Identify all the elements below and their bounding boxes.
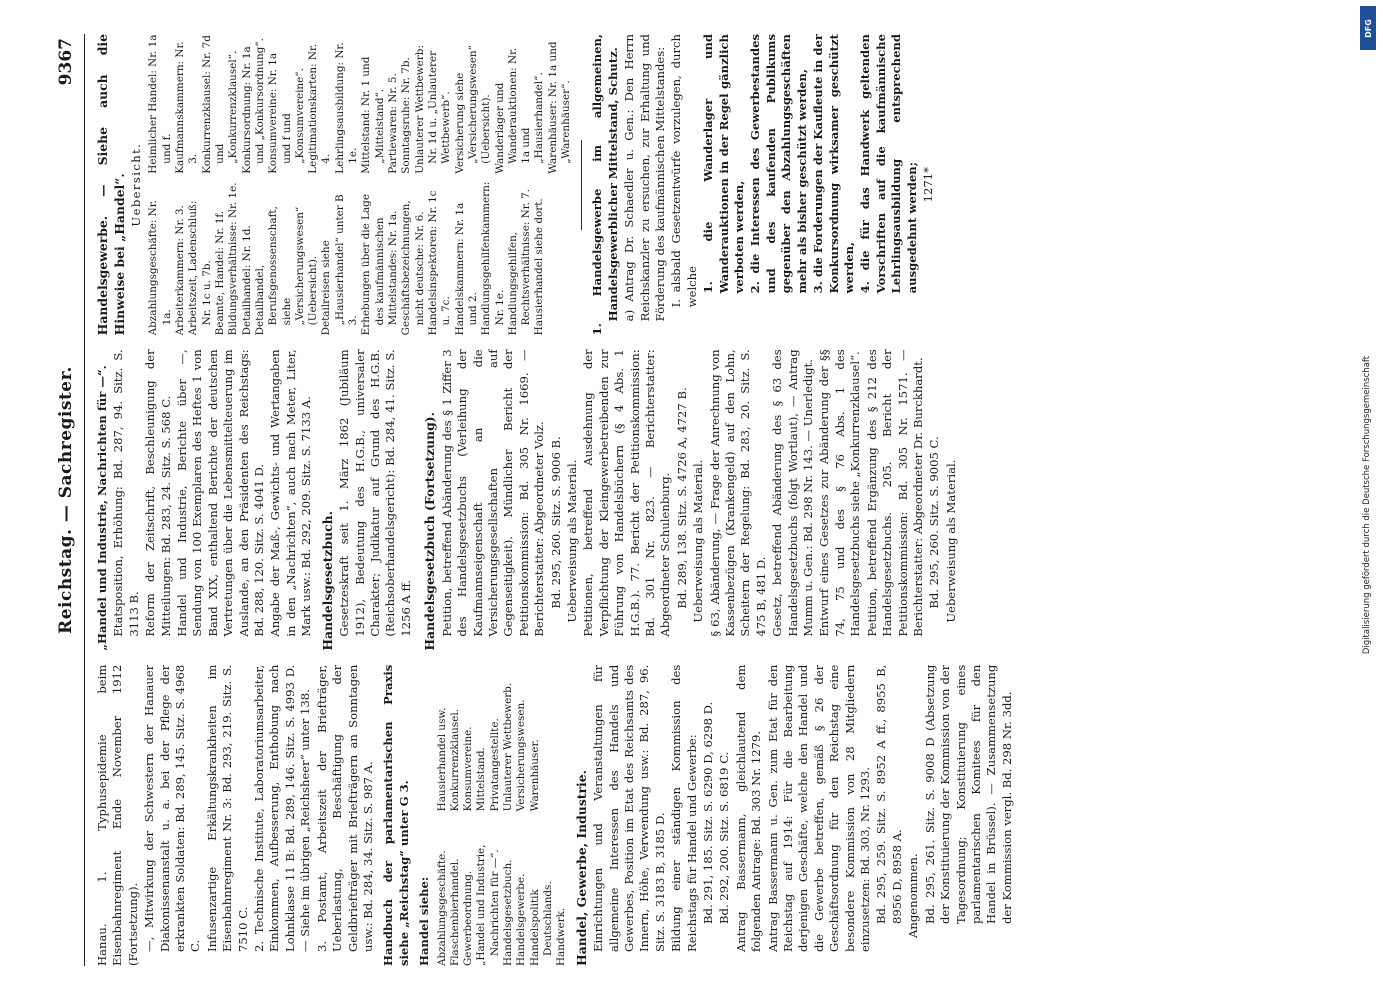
entry-handbuch: Handbuch der parlamentarischen Praxis siehe „Reichstag“ unter G 3. bbox=[380, 664, 411, 966]
list-item: Handwerk. bbox=[554, 907, 567, 966]
list-item: Handelskammern: Nr. 1a und 2. bbox=[453, 202, 479, 336]
list-item: Arbeitszeit, Ladenschluß: Nr. 1c u. 7b. bbox=[186, 200, 213, 336]
list-item: Mittelstand: Nr. 1 und „Mittelstand“. bbox=[359, 56, 386, 174]
column-3 bbox=[95, 34, 1310, 335]
entry-ref: Bd. 292, 200. Sitz. S. 6819 C. bbox=[716, 751, 731, 924]
section-divider bbox=[581, 140, 582, 230]
list-item: Wanderlager und Wanderauktionen: Nr. 1a und „Hausierhandel“. bbox=[493, 47, 545, 174]
list-item: Handlungsgehilfenkammern: Nr. 1e. bbox=[479, 181, 506, 336]
list-point: 3. die Forderungen der Kaufleute in der Konkursordnung wirksamer geschützt werden, bbox=[810, 34, 856, 294]
running-title: Reichstag. — Sachregister. bbox=[55, 366, 76, 634]
list-item: Kaufmannskammern: Nr. 3. bbox=[173, 41, 199, 174]
entry-text: Ueberweisung als Material. bbox=[943, 459, 958, 623]
entry-text: 2. Technische Institute, Laboratoriumsarbeiter, Einkommen, Aufbesserung, Enthobung nach Lohnklasse 11 B: Bd. 289, 146. Sitz. S. 4993 D. — Siehe im übrigen „Reichsheer“ unter 138. bbox=[251, 664, 312, 952]
entry-text: Infusenzartige Erkältungskrankheiten im Eisenbahnregiment Nr. 3: Bd. 293, 219. Sitz. S. 7510 C. bbox=[204, 664, 250, 952]
entry-text: Bildung einer ständigen Kommission des Reichstags für Handel und Gewerbe: bbox=[668, 664, 699, 952]
list-item: Abzahlungsgeschäfte: Nr. 1a. bbox=[146, 200, 173, 336]
list-item: Versicherung siehe „Versicherungswesen“ (Uebersicht). bbox=[453, 45, 492, 174]
entry-hanau: Hanau. 1. Typhusepidemie beim Eisenbahnregiment Ende November 1912 (Fortsetzung). bbox=[94, 664, 140, 966]
list-item: Konsumvereine. bbox=[461, 726, 474, 812]
entry-text: Etatsposition, Erhöhung: Bd. 287, 94. Sitz. S. 3113 B. bbox=[110, 349, 141, 637]
entry-text: Petition, betreffend Abänderung des § 1 Ziffer 3 des Handelsgesetzbuchs (Verleihung der Kaufmannseigenschaft an die Versicherungsgesellschaften auf Gegenseitigkeit). Mündlicher Bericht der Petitionskommission: Bd. 305 Nr. 1669. — Berichterstatter: Abgeordneter Volz. bbox=[439, 349, 546, 637]
list-item: Unlauterer Wettbewerb. bbox=[501, 682, 514, 812]
list-item: Konkursordnung: Nr. 1a und „Konkursordnung“. bbox=[240, 38, 266, 174]
list-item: Handelsgesetzbuch. bbox=[501, 859, 514, 966]
list-item: Handelsgewerbe. bbox=[514, 873, 527, 966]
entry-ref: Bd. 295, 261. Sitz. S. 9008 D (Absetzung der Konstituierung der Kommission von der Tagesordnung; Konstituierung eines parlamentarischen Komitees für den Handel in Brüssel). — Zusammensetzung der Kommission vergl. Bd. 298 Nr. 3dd. bbox=[922, 664, 1014, 924]
heading-uebersicht: Uebersicht. bbox=[128, 142, 143, 227]
list-item: Konkurrenzklausel: Nr. 7d und „Konkurrenzklausel“. bbox=[200, 35, 239, 174]
entry-text: 3. Postamt, Arbeitszeit der Briefträger, Ueberlastung, Beschäftigung der Geldbriefträger mit Briefträgern an Sonntagen usw.: Bd. 284, 34. Sitz. S. 987 A. bbox=[314, 664, 375, 952]
list-item: Arbeiterkammern: Nr. 3. bbox=[173, 205, 186, 336]
list-item: Detailhandel: Nr. 1d. bbox=[240, 225, 253, 336]
list-item: Konsumvereine: Nr. 1a und f und „Konsumvereine“. bbox=[266, 52, 306, 174]
list-item: Detailreisen siehe „Hausierhandel“ unter B 3. bbox=[319, 194, 359, 336]
list-item: „Handel und Industrie, Nachrichten für —“. bbox=[474, 844, 501, 966]
list-point: 1. die Wanderlager und Wanderauktionen in der Regel gänzlich verboten werden, bbox=[700, 34, 746, 294]
entry-ref: Bd. 295, 260. Sitz. S. 9006 B. bbox=[548, 436, 563, 609]
handel-see-right bbox=[435, 665, 568, 812]
list-point: 4. die für das Handwerk geltenden Vorschriften auf die kaufmännische Lehrlingsausbildung entsprechend ausgedehnt werden; bbox=[857, 34, 919, 294]
list-item: Konkurrenzklausel. bbox=[448, 709, 461, 812]
entry-text: Ueberweisung als Material. bbox=[564, 459, 579, 623]
entry-text: Gesetzeskraft seit 1. März 1862 (Jubiläum 1912), Bedeutung des H.G.B., universaler Charakter; Judikatur auf Grund des H.G.B. (Reichsoberhandelsgericht): Bd. 284, 41. Sitz. S. 1256 A ff. bbox=[336, 349, 413, 637]
list-point: 2. die Interessen des Gewerbestandes und des kaufenden Publikums gegenüber den Abzahlungsgeschäften mehr als bisher geschützt werden, bbox=[747, 34, 809, 294]
entry-text: Antrag Bassermann, gleichlautend dem folgenden Antrage: Bd. 303 Nr. 1279. bbox=[733, 664, 763, 952]
heading-hgb-continued: Handelsgesetzbuch (Fortsetzung). bbox=[421, 412, 437, 651]
entry-ref: Bd. 295, 259. Sitz. S. 8952 A ff., 8955 B, 8956 D, 8958 A. bbox=[873, 664, 904, 924]
list-item: Handelspolitik Deutschlands. bbox=[528, 881, 554, 966]
list-item: Hausierhandel siehe dort. bbox=[532, 198, 545, 336]
list-item: Versicherungswesen. bbox=[514, 699, 527, 812]
list-item: Sonntagsruhe: Nr. 7b. bbox=[399, 57, 412, 174]
entry-text: Einrichtungen und Veranstaltungen für allgemeine Interessen des Handels und Gewerbes, Position im Etat des Reichsamts des Innern, Höhe, Verwendung usw.: Bd. 287, 96. Sitz. S. 3183 B, 3185 D. bbox=[590, 664, 667, 952]
entry-text: Petition, betreffend Ergänzung des § 212 des Handelsgesetzbuchs. 205. Bericht der Petitionskommission: Bd. 305 Nr. 1571. — Berichterstatter: Abgeordneter Dr. Burckhardt. bbox=[864, 349, 925, 637]
list-item: Abzahlungsgeschäfte. bbox=[435, 850, 448, 966]
list-item: Detailhandel, Berufsgenossenschaft, siehe „Versicherungswesen“ (Uebersicht). bbox=[253, 206, 319, 336]
entry-handel: Handel siehe: bbox=[416, 876, 431, 966]
digitization-note: Digitalisierung gefördert durch die Deutsche Forschungsgemeinschaft bbox=[1362, 355, 1372, 655]
entry-text: Handel und Industrie, Berichte über —, Sendung von 100 Exemplaren des Heftes 1 von Band XIX, enthaltend Berichte der deutschen Vertretungen über die Lebensmittelteuerung im Auslande, an den Präsidenten des Reichstags: Bd. 288, 120. Sitz. S. 4041 D. bbox=[174, 349, 266, 637]
page-header bbox=[56, 34, 85, 966]
column-2 bbox=[95, 349, 1310, 650]
entry-text: § 63, Abänderung, — Frage der Anrechnung von Kassenbezügen (Krankengeld) auf den Lohn, Scheitern der Regelung: Bd. 283, 20. Sitz. S. 475 B, 481 D. bbox=[707, 349, 768, 637]
entry-text: Entwurf eines Gesetzes zur Abänderung der §§ 74, 75 und des § 76 Abs. 1 des Handelsgesetzbuchs siehe „Konkurrenzklausel“. bbox=[816, 349, 862, 637]
column-1 bbox=[95, 665, 1310, 966]
handel-see-left bbox=[435, 819, 568, 966]
heading-nachrichten: „Handel und Industrie, Nachrichten für —“. bbox=[94, 365, 109, 651]
list-item: Legitimationskarten: Nr. 4. bbox=[306, 43, 332, 174]
entry-text: Gesetz, betreffend Abänderung des § 63 des Handelsgesetzbuchs (folgt Wortlaut), — Antrag Mumm u. Gen.: Bd. 298 Nr. 143. — Unerledigt. bbox=[769, 349, 815, 637]
list-item: Handlungsgehilfen, Rechtsverhältnisse: Nr. 7. bbox=[506, 188, 532, 336]
list-item: Partiewaren: Nr. 5. bbox=[386, 73, 399, 174]
list-item: Hausierhandel usw. bbox=[435, 707, 448, 812]
uebersicht-list bbox=[147, 34, 573, 335]
entry-text: Angabe der Maß-, Gewichts- und Wertangaben in den „Nachrichten“, auch nach Meter, Liter, Mark usw.: Bd. 292, 209. Sitz. S. 7133 A. bbox=[267, 349, 313, 637]
entry-text: a) Antrag Dr. Schaedler u. Gen.: Den Herrn Reichskanzler zu ersuchen, zur Erhaltung und Förderung des kaufmännischen Mittelstandes: bbox=[621, 34, 667, 322]
dfg-logo-text: DFG bbox=[1363, 18, 1373, 38]
dfg-logo bbox=[1360, 6, 1376, 50]
entry-ref: Bd. 291, 185. Sitz. S. 6290 D, 6298 D. bbox=[700, 701, 715, 924]
rotated-page bbox=[42, 10, 1342, 990]
page-signature: 1271* bbox=[920, 167, 935, 203]
heading-handelsgesetzbuch: Handelsgesetzbuch. bbox=[319, 510, 335, 651]
list-item: Unlauterer Wettbewerb: Nr. 1d u. „Unlauterer Wettbewerb“. bbox=[413, 45, 452, 174]
list-item: Beamte, Handel: Nr. 1f. bbox=[213, 210, 226, 336]
heading-handel-gewerbe: Handel, Gewerbe, Industrie. bbox=[573, 770, 589, 966]
entry-ref: Bd. 289, 138. Sitz. S. 4726 A, 4727 B. bbox=[674, 387, 689, 609]
columns bbox=[95, 34, 1310, 966]
entry-text: I. alsbald Gesetzentwürfe vorzulegen, durch welche bbox=[668, 34, 699, 308]
list-item: Handelsinspektoren: Nr. 1c u. 7c. bbox=[426, 190, 452, 336]
entry-text: Petitionen, betreffend Ausdehnung der Verpflichtung der Kleingewerbetreibenden zur Führung von Handelsbüchern (§ 4 Abs. 1 H.G.B.). 77. Bericht der Petitionskommission: Bd. 301 Nr. 823. — Berichterstatter: Abgeordneter Schulenburg. bbox=[580, 349, 672, 637]
list-item: Bildungsverhältnisse: Nr. 1e. bbox=[226, 182, 239, 336]
entry-ref: Bd. 295, 260. Sitz. S. 9005 C. bbox=[926, 436, 941, 609]
uebersicht-left bbox=[147, 182, 573, 336]
list-item: Mittelstand. bbox=[474, 747, 487, 812]
entry-text: Reform der Zeitschrift, Beschleunigung der Mitteilungen: Bd. 283, 24. Sitz. S. 568 C. bbox=[142, 349, 173, 637]
list-item: Privatangestellte. bbox=[488, 718, 501, 812]
entry-text: —, Mitwirkung der Schwestern der Hanauer Diakonissenanstalt u. a. bei der Pflege der erkrankten Soldaten: Bd. 289, 145. Sitz. S. 4968 C. bbox=[141, 664, 202, 952]
page-number: 9367 bbox=[55, 38, 76, 86]
list-item: Warenhäuser: Nr. 1a und „Warenhäuser“. bbox=[546, 41, 572, 174]
handel-see-list bbox=[435, 665, 568, 966]
entry-text: Angenommen. bbox=[905, 853, 920, 938]
heading-handelsgewerbe: Handelsgewerbe. — Siehe auch die Hinweise bei „Handel“. bbox=[94, 34, 126, 336]
uebersicht-right bbox=[147, 34, 573, 174]
list-item: Flaschenbierhandel. bbox=[448, 858, 461, 966]
list-item: Geschäftsbezeichnungen, nicht deutsche: Nr. 6. bbox=[399, 200, 426, 336]
section-heading: 1. Handelsgewerbe im allgemeinen, Handelsgewerblicher Mittelstand, Schutz. bbox=[589, 34, 620, 336]
list-item: Erhebungen über die Lage des kaufmännischen Mittelstandes: Nr. 1a. bbox=[359, 194, 399, 336]
entry-text: Ueberweisung als Material. bbox=[690, 459, 705, 623]
list-item: Lehrlingsausbildung: Nr. 1e. bbox=[333, 42, 359, 174]
list-item: Warenhäuser. bbox=[528, 739, 541, 812]
list-item: Gewerbeordnung. bbox=[461, 870, 474, 966]
list-item: Heimlicher Handel: Nr. 1a und f. bbox=[146, 34, 173, 174]
entry-text: Antrag Bassermann u. Gen. zum Etat für den Reichstag auf 1914: Für die Bearbeitung derjenigen Geschäfte, welche den Handel und die Gewerbe betreffen, gemäß § 26 der Geschäftsordnung für den Reichstag eine besondere Kommission von 28 Mitgliedern einzusetzen: Bd. 303, Nr. 1293. bbox=[765, 664, 872, 952]
